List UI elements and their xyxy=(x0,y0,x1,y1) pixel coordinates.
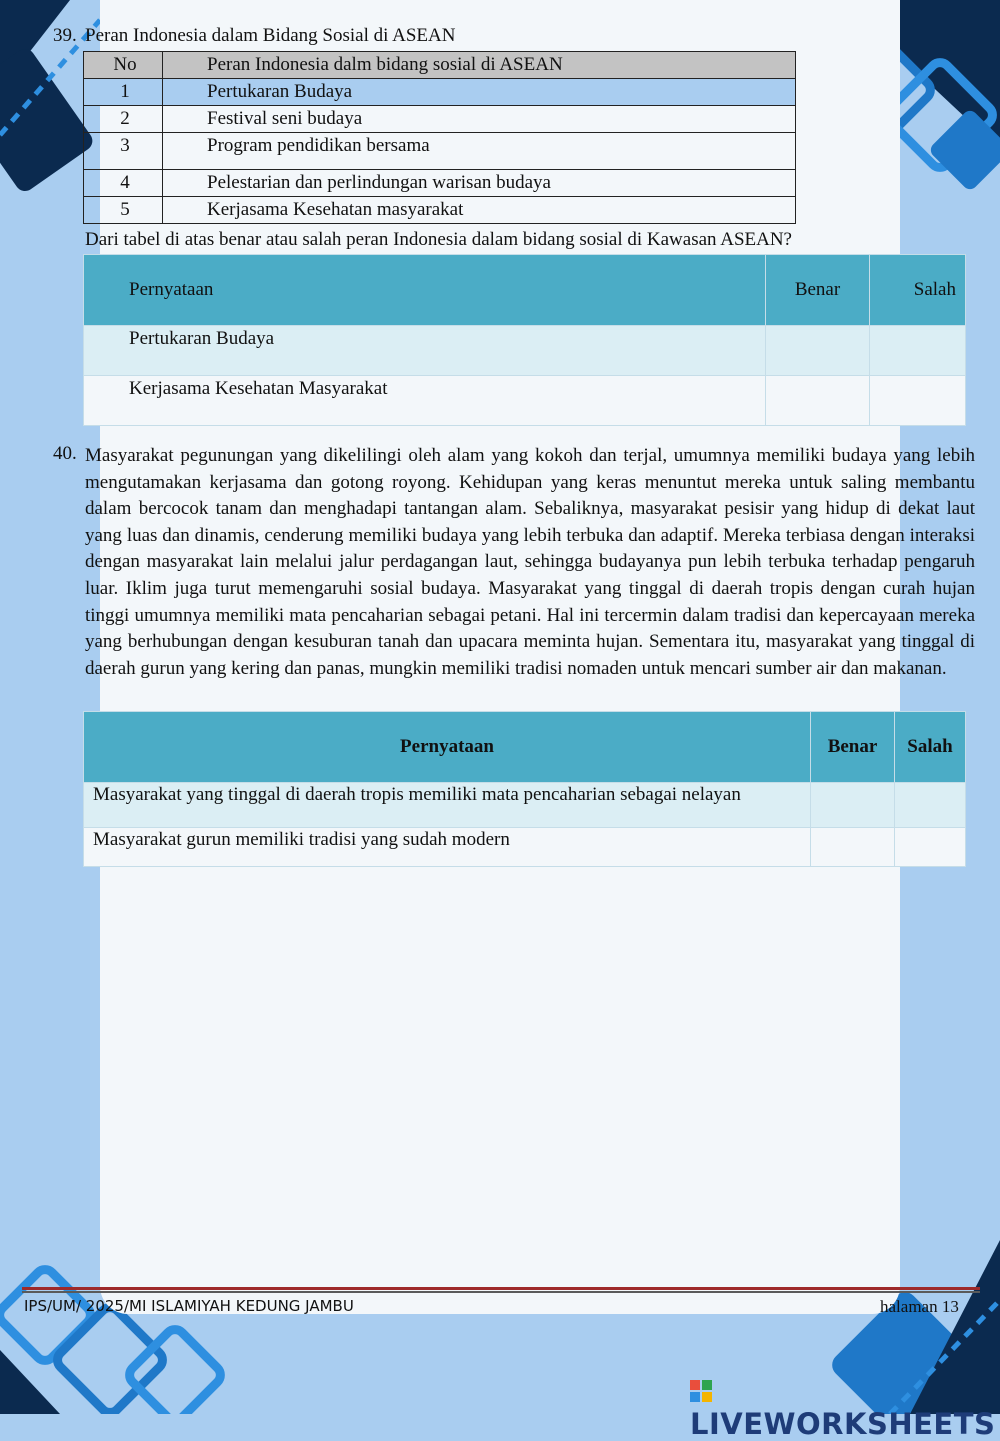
answer-row xyxy=(84,326,966,376)
answer-false-cell[interactable] xyxy=(870,326,966,376)
table-row xyxy=(84,170,796,197)
row-role: Pelestarian dan perlindungan warisan budaya xyxy=(163,170,796,197)
statement-text: Masyarakat yang tinggal di daerah tropis memiliki mata pencaharian sebagai nelayan xyxy=(84,783,811,828)
answer-table-39 xyxy=(83,254,966,426)
answer-false-cell[interactable] xyxy=(895,828,966,867)
row-no: 2 xyxy=(84,106,163,133)
statement-text: Pertukaran Budaya xyxy=(84,326,766,376)
header-false: Salah xyxy=(895,712,966,783)
row-role: Pertukaran Budaya xyxy=(163,79,796,106)
header-role: Peran Indonesia dalm bidang sosial di ASEAN xyxy=(163,52,796,79)
header-no: No xyxy=(84,52,163,79)
answer-false-cell[interactable] xyxy=(870,376,966,426)
statement-text: Masyarakat gurun memiliki tradisi yang sudah modern xyxy=(84,828,811,867)
row-no: 1 xyxy=(84,79,163,106)
answer-header-row xyxy=(84,255,966,326)
table-row xyxy=(84,197,796,224)
liveworksheets-logo xyxy=(690,1373,1000,1441)
table-row xyxy=(84,133,796,170)
row-role: Kerjasama Kesehatan masyarakat xyxy=(163,197,796,224)
row-no: 4 xyxy=(84,170,163,197)
header-statement: Pernyataan xyxy=(84,255,766,326)
table-row xyxy=(84,79,796,106)
asean-roles-table xyxy=(83,51,796,224)
footer-divider xyxy=(22,1291,980,1293)
footer-divider xyxy=(22,1287,980,1290)
row-role: Program pendidikan bersama xyxy=(163,133,796,170)
row-role: Festival seni budaya xyxy=(163,106,796,133)
answer-false-cell[interactable] xyxy=(895,783,966,828)
question-number: 39. xyxy=(53,25,77,46)
header-statement: Pernyataan xyxy=(84,712,811,783)
table-row xyxy=(84,106,796,133)
answer-table-40 xyxy=(83,711,966,867)
row-no: 3 xyxy=(84,133,163,170)
answer-true-cell[interactable] xyxy=(811,828,895,867)
reading-paragraph: Masyarakat pegunungan yang dikelilingi oleh alam yang kokoh dan terjal, umumnya memiliki budaya yang lebih mengutamakan kerjasama dan gotong royong. Kehidupan yang keras menuntut mereka untuk saling membantu dalam bercocok tanam dan menghadapi tantangan alam. Sebaliknya, masyarakat pesisir yang hidup di dekat laut yang luas dan dinamis, cenderung memiliki budaya yang lebih terbuka dan adaptif. Mereka terbiasa dengan interaksi dengan masyarakat lain melalui jalur perdagangan laut, sehingga budayanya pun lebih terbuka terhadap pengaruh luar. Iklim juga turut memengaruhi sosial budaya. Masyarakat yang tinggal di daerah tropis dengan curah hujan tinggi umumnya memiliki mata pencaharian sebagai petani. Hal ini tercermin dalam tradisi dan kepercayaan mereka yang berhubungan dengan kesuburan tanah dan upacara meminta hujan. Sementara itu, masyarakat yang tinggal di daerah gurun yang kering dan panas, mungkin memiliki tradisi nomaden untuk mencari sumber air dan makanan. xyxy=(85,445,975,679)
statement-text: Kerjasama Kesehatan Masyarakat xyxy=(84,376,766,426)
answer-row xyxy=(84,783,966,828)
question-prompt: Dari tabel di atas benar atau salah peran Indonesia dalam bidang sosial di Kawasan ASEAN? xyxy=(85,229,792,250)
footer-school: IPS/UM/ 2025/MI ISLAMIYAH KEDUNG JAMBU xyxy=(24,1297,354,1315)
watermark-text: LIVEWORKSHEETS xyxy=(690,1407,996,1441)
answer-true-cell[interactable] xyxy=(766,326,870,376)
question-number: 40. xyxy=(53,443,77,464)
page-number: halaman 13 xyxy=(880,1297,959,1316)
answer-header-row xyxy=(84,712,966,783)
header-true: Benar xyxy=(766,255,870,326)
row-no: 5 xyxy=(84,197,163,224)
answer-true-cell[interactable] xyxy=(811,783,895,828)
table-header-row xyxy=(84,52,796,79)
liveworksheets-icon xyxy=(690,1380,712,1402)
answer-row xyxy=(84,376,966,426)
answer-true-cell[interactable] xyxy=(766,376,870,426)
answer-row xyxy=(84,828,966,867)
header-false: Salah xyxy=(870,255,966,326)
question-title: Peran Indonesia dalam Bidang Sosial di ASEAN xyxy=(85,25,456,46)
header-true: Benar xyxy=(811,712,895,783)
